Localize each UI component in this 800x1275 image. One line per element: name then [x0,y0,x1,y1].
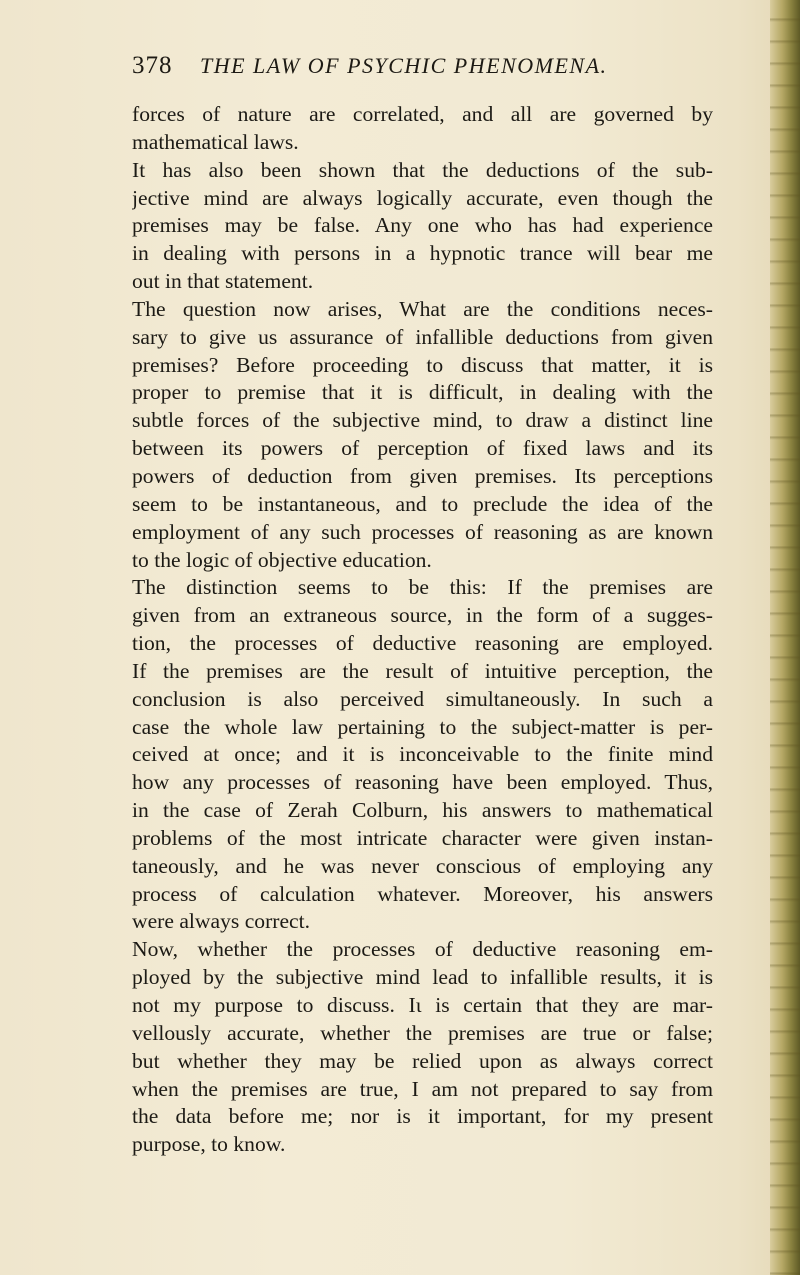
text-line: It has also been shown that the deductions of the sub- [132,157,713,182]
text-line: The distinction seems to be this: If the premises are [132,575,713,600]
text-line: in dealing with persons in a hypnotic trance will bear me [132,241,713,266]
text-line: mathematical laws. [132,129,299,154]
text-line: Now, whether the processes of deductive reasoning em- [132,937,713,962]
text-line: premises may be false. Any one who has had experience [132,213,713,238]
text-line: to the logic of objective education. [132,547,432,572]
text-line: out in that statement. [132,269,314,294]
text-line: were always correct. [132,909,311,934]
text-line: If the premises are the result of intuitive perception, the [132,658,713,683]
page-edge [770,0,800,1275]
text-line: conclusion is also perceived simultaneously. In such a [132,686,713,711]
body-text [132,101,713,1159]
text-line: in the case of Zerah Colburn, his answers to mathematical [132,798,713,823]
text-line: ceived at once; and it is inconceivable to the finite mind [132,742,713,767]
text-line: proper to premise that it is difficult, in dealing with the [132,380,713,405]
text-line: but whether they may be relied upon as always correct [132,1048,713,1073]
text-line: problems of the most intricate character were given instan- [132,825,713,850]
text-line: between its powers of perception of fixed laws and its [132,436,713,461]
text-line: seem to be instantaneous, and to preclude the idea of the [132,491,713,516]
text-line: jective mind are always logically accurate, even though the [132,185,713,210]
text-line: The question now arises, What are the conditions neces- [132,296,713,321]
text-line: not my purpose to discuss. Iι is certain that they are mar- [132,993,713,1017]
text-line: forces of nature are correlated, and all are governed by [132,102,713,126]
text-line: the data before me; nor is it important, for my present [132,1104,713,1129]
text-line: taneously, and he was never conscious of employing any [132,853,713,878]
running-head: THE LAW OF PSYCHIC PHENOMENA. [200,53,608,78]
text-line: when the premises are true, I am not prepared to say from [132,1076,713,1101]
text-line: ployed by the subjective mind lead to infallible results, it is [132,965,713,990]
text-line: given from an extraneous source, in the form of a sugges- [132,603,713,628]
page-number: 378 [132,52,173,79]
text-line: purpose, to know. [132,1132,286,1157]
text-line: tion, the processes of deductive reasoning are employed. [132,631,713,656]
text-line: how any processes of reasoning have been employed. Thus, [132,770,713,795]
text-line: powers of deduction from given premises. Its perceptions [132,463,713,488]
text-line: sary to give us assurance of infallible deductions from given [132,324,713,349]
page-header [132,52,732,86]
text-line: employment of any such processes of reasoning as are known [132,519,713,544]
text-line: vellously accurate, whether the premises are true or false; [132,1020,713,1045]
text-line: premises? Before proceeding to discuss that matter, it is [132,352,713,377]
text-line: subtle forces of the subjective mind, to draw a distinct line [132,408,713,433]
text-line: process of calculation whatever. Moreover, his answers [132,881,713,906]
text-line: case the whole law pertaining to the subject-matter is per- [132,714,713,739]
